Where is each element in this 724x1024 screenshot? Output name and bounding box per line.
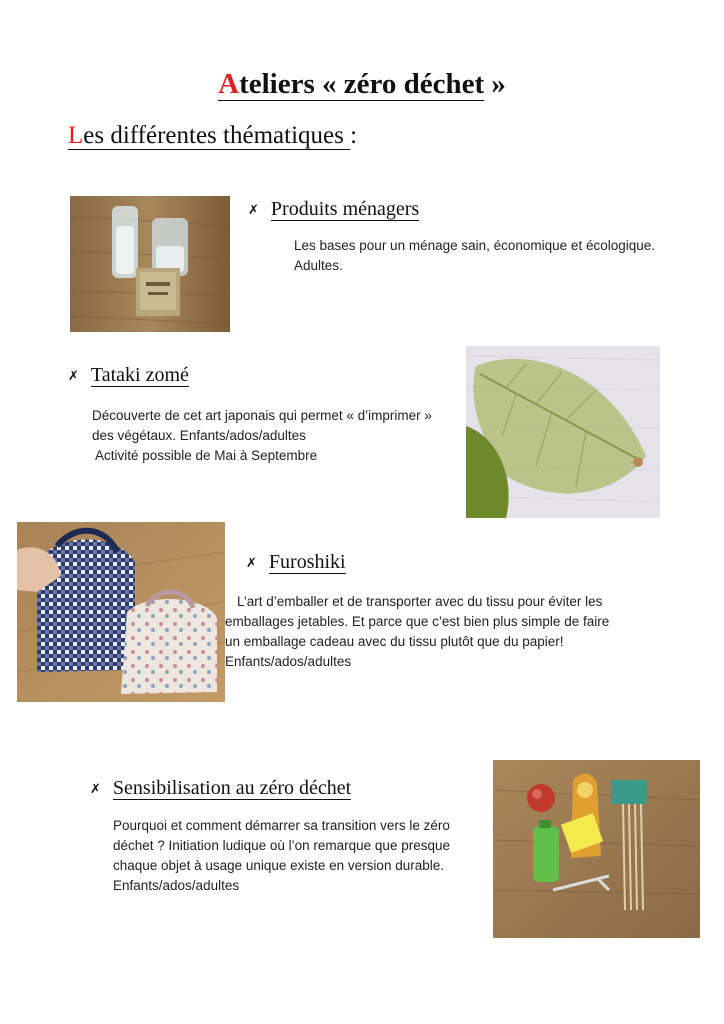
bullet-icon: ✗ [246, 555, 257, 570]
page-title [0, 68, 724, 101]
paragraph-line: un emballage cadeau avec du tissu plutôt que du papier! [225, 634, 564, 649]
subtitle-colon: : [350, 122, 358, 149]
text-sensibilisation [113, 816, 493, 896]
bullet-icon: ✗ [248, 202, 259, 217]
bullet-icon: ✗ [68, 368, 79, 383]
text-produits-menagers [294, 236, 664, 276]
fabric-wrapped-parcels-photo [17, 522, 225, 702]
heading-furoshiki: ✗ Furoshiki [246, 551, 346, 573]
heading-sensibilisation: ✗ Sensibilisation au zéro déchet [90, 777, 352, 799]
text-furoshiki [225, 592, 655, 672]
section-subtitle [68, 122, 357, 150]
paragraph-line: L’art d’emballer et de transporter avec du tissu pour éviter les [237, 594, 603, 609]
subtitle-text: es différentes thématiques [83, 122, 351, 149]
subtitle-initial: L [68, 122, 84, 149]
paragraph-line: chaque objet à usage unique existe en version durable. [113, 858, 444, 873]
heading-tataki-zome: ✗ Tataki zomé [68, 364, 189, 386]
paragraph-line: Enfants/ados/adultes [113, 878, 240, 893]
paragraph-line: déchet ? Initiation ludique où l’on remarque que presque [113, 838, 450, 853]
leaf-print-photo [466, 346, 660, 518]
title-initial: A [218, 68, 240, 100]
paragraph-line: Activité possible de Mai à Septembre [95, 448, 318, 463]
paragraph-line: Pourquoi et comment démarrer sa transition vers le zéro [113, 818, 450, 833]
paragraph-line: Les bases pour un ménage sain, économique et écologique. [294, 238, 655, 253]
paragraph-line: Enfants/ados/adultes [225, 654, 352, 669]
paragraph-line: emballages jetables. Et parce que c’est bien plus simple de faire [225, 614, 610, 629]
jars-and-soap-photo [70, 196, 230, 332]
disposable-objects-photo [493, 760, 700, 938]
title-close: » [484, 68, 506, 100]
title-text: teliers « zéro déchet [239, 68, 485, 100]
paragraph-line: Adultes. [294, 258, 343, 273]
paragraph-line: des végétaux. Enfants/ados/adultes [92, 428, 306, 443]
paragraph-line: Découverte de cet art japonais qui permet « d’imprimer » [92, 408, 432, 423]
bullet-icon: ✗ [90, 781, 101, 796]
heading-produits-menagers: ✗ Produits ménagers [248, 198, 420, 220]
text-tataki-zome [92, 406, 464, 466]
